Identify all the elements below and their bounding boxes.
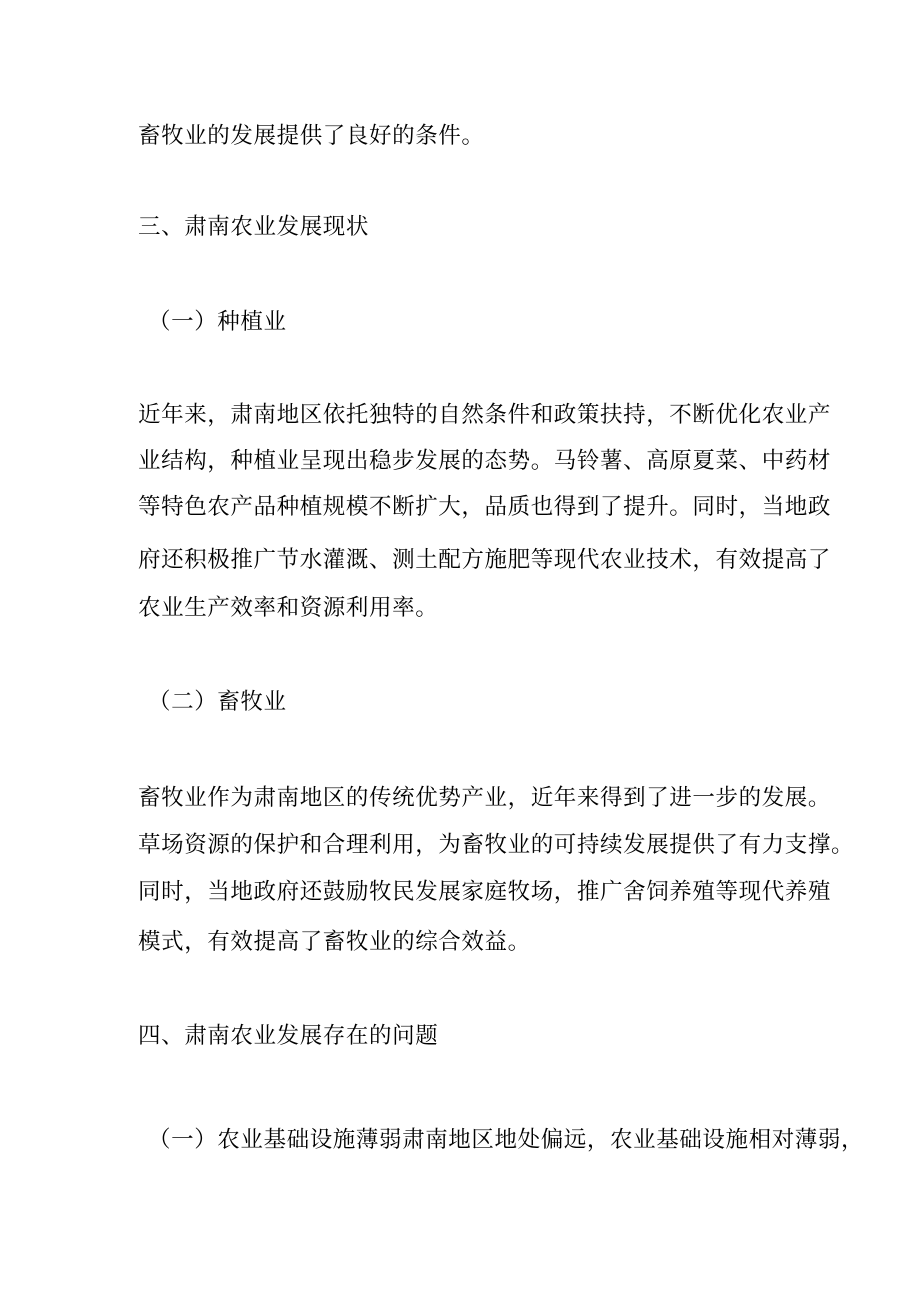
livestock-paragraph-line-1: 畜牧业作为肃南地区的传统优势产业，近年来得到了进一步的发展。 <box>138 785 832 811</box>
planting-paragraph-line-4: 府还积极推广节水灌溉、测土配方施肥等现代农业技术，有效提高了 <box>138 547 832 573</box>
section3-sub1-heading: （一）种植业 <box>148 309 287 335</box>
livestock-paragraph-line-4: 模式，有效提高了畜牧业的综合效益。 <box>138 929 531 955</box>
planting-paragraph-line-5: 农业生产效率和资源利用率。 <box>138 595 439 621</box>
livestock-paragraph-line-3: 同时，当地政府还鼓励牧民发展家庭牧场，推广舍饲养殖等现代养殖 <box>138 879 832 905</box>
planting-paragraph-line-2: 业结构，种植业呈现出稳步发展的态势。马铃薯、高原夏菜、中药材 <box>138 448 832 474</box>
section4-sub1-line: （一）农业基础设施薄弱肃南地区地处偏远，农业基础设施相对薄弱， <box>148 1127 865 1153</box>
planting-paragraph-line-1: 近年来，肃南地区依托独特的自然条件和政策扶持，不断优化农业产 <box>138 402 832 428</box>
section3-sub2-heading: （二）畜牧业 <box>148 689 287 715</box>
intro-tail-text: 畜牧业的发展提供了良好的条件。 <box>138 123 485 149</box>
livestock-paragraph-line-2: 草场资源的保护和合理利用，为畜牧业的可持续发展提供了有力支撑。 <box>138 832 855 858</box>
planting-paragraph-line-3: 等特色农产品种植规模不断扩大，品质也得到了提升。同时，当地政 <box>138 494 832 520</box>
section3-heading: 三、肃南农业发展现状 <box>138 214 370 240</box>
section4-heading: 四、肃南农业发展存在的问题 <box>138 1023 439 1049</box>
